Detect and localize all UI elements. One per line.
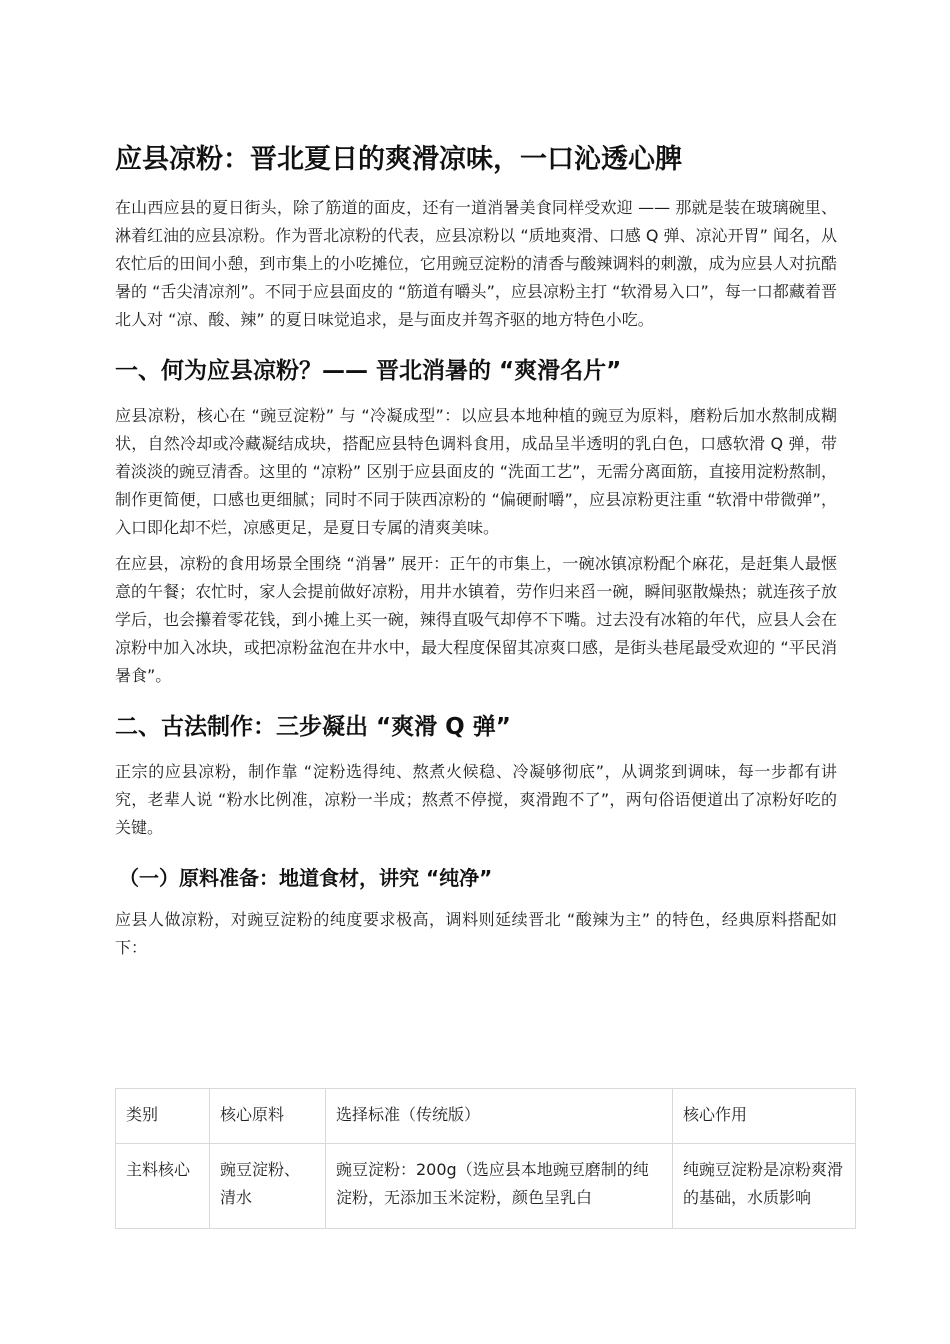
ingredients-table: [115, 1088, 856, 1229]
page-title: 应县凉粉：晋北夏日的爽滑凉味，一口沁透心脾: [115, 144, 682, 175]
section-1-heading: 一、何为应县凉粉？—— 晋北消暑的 “爽滑名片”: [115, 358, 622, 384]
ingredients-table-wrapper: [115, 1088, 855, 1229]
section-1-paragraph-1: 应县凉粉，核心在 “豌豆淀粉” 与 “冷凝成型”：以应县本地种植的豌豆为原料，磨粉后加水熬制成糊状，自然冷却或冷藏凝结成块，搭配应县特色调料食用，成品呈半透明的乳白色，口感软滑 Q 弹，带着淡淡的豌豆清香。这里的 “凉粉” 区别于应县面皮的 “洗面工艺”，无需分离面筋，直接用淀粉熬制，制作更简便，口感也更细腻；同时不同于陕西凉粉的 “偏硬耐嚼”，应县凉粉更注重 “软滑中带微弹”，入口即化却不烂，凉感更足，是夏日专属的清爽美味。: [115, 406, 837, 537]
table-header-cell: 核心作用: [673, 1089, 856, 1144]
table-row: [116, 1144, 856, 1229]
table-cell: 纯豌豆淀粉是凉粉爽滑的基础，水质影响: [673, 1144, 856, 1229]
document-body: [115, 140, 837, 970]
table-cell: 主料核心: [116, 1144, 210, 1229]
subsection-1-paragraph: 应县人做凉粉，对豌豆淀粉的纯度要求极高，调料则延续晋北 “酸辣为主” 的特色，经典原料搭配如下：: [115, 910, 837, 957]
table-header-cell: 选择标准（传统版）: [326, 1089, 673, 1144]
section-2-paragraph: 正宗的应县凉粉，制作靠 “淀粉选得纯、熬煮火候稳、冷凝够彻底”，从调浆到调味，每一步都有讲究，老辈人说 “粉水比例准，凉粉一半成；熬煮不停搅，爽滑跑不了”，两句俗语便道出了凉粉好吃的关键。: [115, 762, 837, 837]
table-cell: 豌豆淀粉：200g（选应县本地豌豆磨制的纯淀粉，无添加玉米淀粉，颜色呈乳白: [326, 1144, 673, 1229]
table-header-cell: 类别: [116, 1089, 210, 1144]
table-header-cell: 核心原料: [210, 1089, 326, 1144]
table-cell: 豌豆淀粉、清水: [210, 1144, 326, 1229]
table-header-row: [116, 1089, 856, 1144]
intro-paragraph: 在山西应县的夏日街头，除了筋道的面皮，还有一道消暑美食同样受欢迎 —— 那就是装在玻璃碗里、淋着红油的应县凉粉。作为晋北凉粉的代表，应县凉粉以 “质地爽滑、口感 Q 弹、凉沁开胃” 闻名，从农忙后的田间小憩，到市集上的小吃摊位，它用豌豆淀粉的清香与酸辣调料的刺激，成为应县人对抗酷暑的 “舌尖清凉剂”。不同于应县面皮的 “筋道有嚼头”，应县凉粉主打 “软滑易入口”，每一口都藏着晋北人对 “凉、酸、辣” 的夏日味觉追求，是与面皮并驾齐驱的地方特色小吃。: [115, 198, 837, 329]
subsection-1-heading: （一）原料准备：地道食材，讲究 “纯净”: [119, 866, 493, 890]
section-1-paragraph-2: 在应县，凉粉的食用场景全围绕 “消暑” 展开：正午的市集上，一碗冰镇凉粉配个麻花，是赶集人最惬意的午餐；农忙时，家人会提前做好凉粉，用井水镇着，劳作归来舀一碗，瞬间驱散燥热；就连孩子放学后，也会攥着零花钱，到小摊上买一碗，辣得直吸气却停不下嘴。过去没有冰箱的年代，应县人会在凉粉中加入冰块，或把凉粉盆泡在井水中，最大程度保留其凉爽口感，是街头巷尾最受欢迎的 “平民消暑食”。: [115, 554, 837, 685]
section-2-heading: 二、古法制作：三步凝出 “爽滑 Q 弹”: [115, 714, 511, 740]
